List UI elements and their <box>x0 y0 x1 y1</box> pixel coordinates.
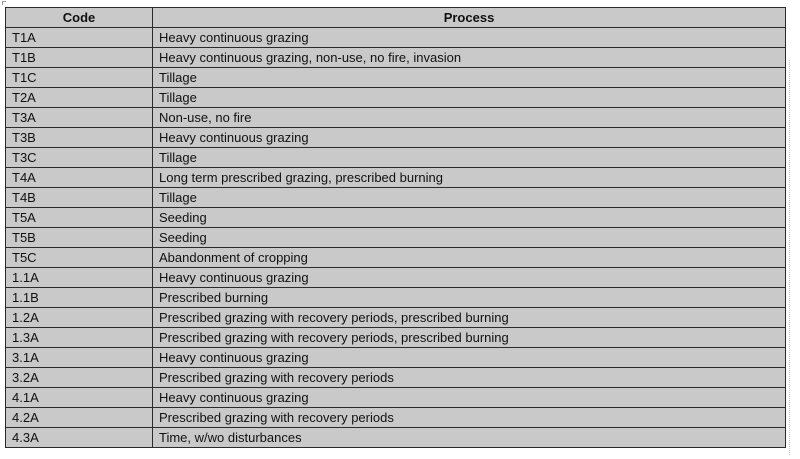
code-cell: T1C <box>6 68 153 88</box>
process-cell: Prescribed grazing with recovery periods <box>153 408 786 428</box>
process-cell: Prescribed grazing with recovery periods, prescribed burning <box>153 308 786 328</box>
process-cell: Heavy continuous grazing <box>153 28 786 48</box>
code-cell: 3.1A <box>6 348 153 368</box>
table-row <box>6 268 786 288</box>
code-cell: T5C <box>6 248 153 268</box>
process-column-header: Process <box>153 8 786 28</box>
code-cell: 1.1A <box>6 268 153 288</box>
process-cell: Heavy continuous grazing, non-use, no fire, invasion <box>153 48 786 68</box>
process-cell: Tillage <box>153 88 786 108</box>
table-body <box>6 28 786 448</box>
code-cell: 1.2A <box>6 308 153 328</box>
table-row <box>6 388 786 408</box>
process-cell: Tillage <box>153 68 786 88</box>
table-row <box>6 328 786 348</box>
code-cell: 1.1B <box>6 288 153 308</box>
table-row <box>6 48 786 68</box>
code-cell: T3B <box>6 128 153 148</box>
page-margin-guide <box>789 60 790 455</box>
process-cell: Long term prescribed grazing, prescribed burning <box>153 168 786 188</box>
process-cell: Seeding <box>153 208 786 228</box>
table-row <box>6 368 786 388</box>
table-row <box>6 408 786 428</box>
process-table <box>5 7 786 448</box>
process-cell: Non-use, no fire <box>153 108 786 128</box>
process-cell: Heavy continuous grazing <box>153 388 786 408</box>
code-cell: T1B <box>6 48 153 68</box>
process-cell: Heavy continuous grazing <box>153 268 786 288</box>
code-cell: T4B <box>6 188 153 208</box>
process-cell: Heavy continuous grazing <box>153 128 786 148</box>
code-cell: T5B <box>6 228 153 248</box>
table-row <box>6 68 786 88</box>
code-cell: T1A <box>6 28 153 48</box>
code-cell: T4A <box>6 168 153 188</box>
table-row <box>6 248 786 268</box>
table-row <box>6 428 786 448</box>
code-cell: 1.3A <box>6 328 153 348</box>
table-row <box>6 308 786 328</box>
process-cell: Heavy continuous grazing <box>153 348 786 368</box>
process-cell: Prescribed burning <box>153 288 786 308</box>
table-row <box>6 288 786 308</box>
code-cell: 4.1A <box>6 388 153 408</box>
table-row <box>6 128 786 148</box>
process-cell: Abandonment of cropping <box>153 248 786 268</box>
table-row <box>6 208 786 228</box>
code-cell: 4.3A <box>6 428 153 448</box>
table-row <box>6 108 786 128</box>
table-row <box>6 88 786 108</box>
code-cell: T5A <box>6 208 153 228</box>
process-cell: Prescribed grazing with recovery periods, prescribed burning <box>153 328 786 348</box>
code-cell: T2A <box>6 88 153 108</box>
table-row <box>6 348 786 368</box>
code-cell: T3C <box>6 148 153 168</box>
process-cell: Prescribed grazing with recovery periods <box>153 368 786 388</box>
process-cell: Seeding <box>153 228 786 248</box>
table-row <box>6 228 786 248</box>
code-cell: 3.2A <box>6 368 153 388</box>
code-cell: T3A <box>6 108 153 128</box>
table-row <box>6 28 786 48</box>
table-row <box>6 168 786 188</box>
table-row <box>6 148 786 168</box>
process-cell: Tillage <box>153 148 786 168</box>
code-column-header: Code <box>6 8 153 28</box>
table-row <box>6 188 786 208</box>
process-cell: Tillage <box>153 188 786 208</box>
process-cell: Time, w/wo disturbances <box>153 428 786 448</box>
table-header-row <box>6 8 786 28</box>
code-cell: 4.2A <box>6 408 153 428</box>
page-corner-mark <box>2 1 6 5</box>
